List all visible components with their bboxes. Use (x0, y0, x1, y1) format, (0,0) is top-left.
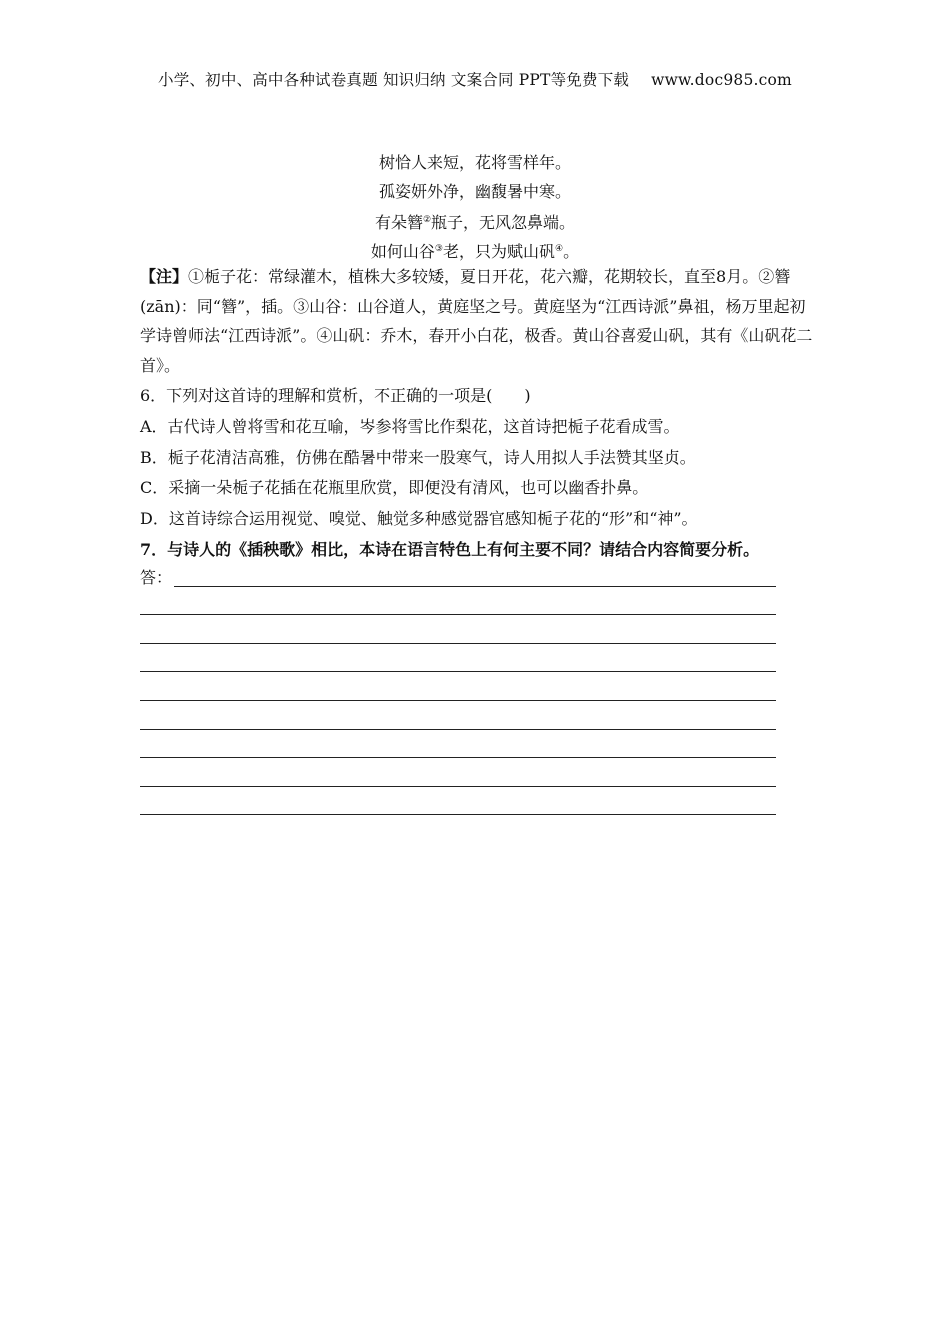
answer-rule (140, 729, 776, 730)
poem-line-3-part-a: 有朵簪 (374, 213, 423, 232)
footnote-mark-2: ② (422, 215, 432, 225)
note-tag: 【注】 (140, 267, 189, 286)
answer-line-8[interactable] (140, 764, 814, 793)
question-6-stem: 6．下列对这首诗的理解和赏析，不正确的一项是( ) (140, 386, 531, 405)
answer-rule (140, 614, 776, 615)
answer-line-5[interactable] (140, 678, 814, 707)
answer-rule (140, 643, 776, 644)
answer-rule (140, 814, 776, 815)
answer-rule (140, 757, 776, 758)
answer-line-3[interactable] (140, 621, 814, 650)
footnote-mark-4: ④ (555, 244, 564, 254)
answer-line-7[interactable] (140, 736, 814, 765)
header-site: www.doc985.com (651, 71, 792, 89)
page-header (0, 68, 950, 90)
footnote-mark-3: ③ (434, 244, 443, 254)
poem (0, 148, 950, 264)
poem-line-1: 树恰人来短，花将雪样年。 (378, 153, 571, 172)
poem-line-3 (0, 206, 950, 235)
option-c[interactable]: C．采摘一朵栀子花插在花瓶里欣赏，即便没有清风，也可以幽香扑鼻。 (140, 478, 649, 498)
question-7 (140, 536, 814, 821)
poem-line-4 (0, 235, 950, 264)
answer-line-2[interactable] (140, 593, 814, 622)
header-text: 小学、初中、高中各种试卷真题 知识归纳 文案合同 PPT等免费下载 (158, 71, 630, 89)
poem-line-2: 孤姿妍外净，幽馥暑中寒。 (378, 182, 571, 201)
option-b[interactable]: B．栀子花清洁高雅，仿佛在酷暑中带来一股寒气，诗人用拟人手法赞其坚贞。 (140, 447, 696, 467)
answer-line-6[interactable] (140, 707, 814, 736)
note-text: ①栀子花：常绿灌木，植株大多较矮，夏日开花，花六瓣，花期较长，直至8月。②簪(zān)：同“簪”，插。③山谷：山谷道人，黄庭坚之号。黄庭坚为“江西诗派”鼻祖，杨万里起初学诗曾师法“江西诗派”。④山矾：乔木，春开小白花，极香。黄山谷喜爱山矾，其有《山矾花二首》。 (140, 267, 813, 375)
answer-rule (140, 786, 776, 787)
answer-line-9[interactable] (140, 793, 814, 822)
answer-line-1[interactable] (140, 564, 814, 593)
answer-rule (140, 671, 776, 672)
poem-line-3-part-b: 瓶子，无风忽鼻端。 (431, 213, 576, 232)
answer-rule (140, 700, 776, 701)
poem-line-4-part-c: 。 (563, 242, 580, 261)
poem-line-4-part-a: 如何山谷 (370, 242, 435, 261)
answer-label: 答： (140, 568, 173, 587)
option-a[interactable]: A．古代诗人曾将雪和花互喻，岑参将雪比作梨花，这首诗把栀子花看成雪。 (140, 416, 680, 436)
answer-line-4[interactable] (140, 650, 814, 679)
annotation-note (140, 262, 814, 380)
option-d[interactable]: D．这首诗综合运用视觉、嗅觉、触觉多种感觉器官感知栀子花的“形”和“神”。 (140, 509, 698, 529)
poem-line-4-part-b: 老，只为赋山矾 (442, 242, 555, 261)
answer-rule (174, 586, 776, 587)
question-7-stem: 7．与诗人的《插秧歌》相比，本诗在语言特色上有何主要不同？请结合内容简要分析。 (140, 540, 760, 559)
question-6 (140, 381, 814, 535)
